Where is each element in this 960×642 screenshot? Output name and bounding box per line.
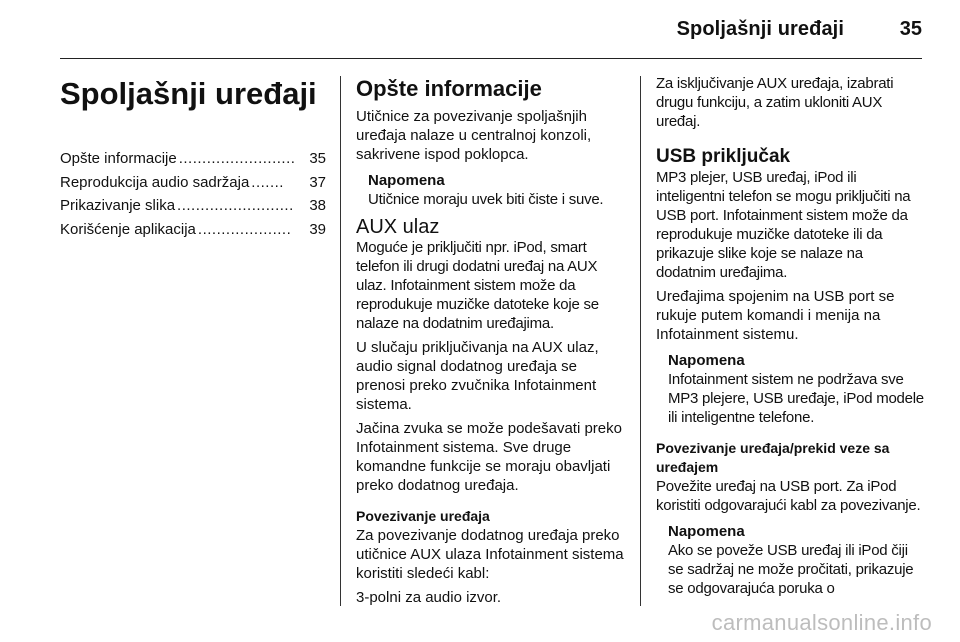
note-title: Napomena <box>668 352 745 369</box>
toc-item-page: 38 <box>309 197 326 214</box>
intro-paragraph: Utičnice za povezivanje spoljašnjih uređaja nalaze u centralnoj konzoli, sakrivene ispod poklopca. <box>356 108 592 163</box>
note-text: Infotainment sistem ne podržava sve MP3 plejere, USB uređaje, iPod modele ili inteligentne telefone. <box>668 371 924 426</box>
toc-item-dots: ......................... <box>177 197 294 214</box>
aux-paragraph: Moguće je priključiti npr. iPod, smart telefon ili drugi dodatni uređaj na AUX ulaz. Infotainment sistem može da reprodukuje muzičke datoteke koje se nalaze na dodatnim uređajima. <box>356 239 599 332</box>
toc-item-label: Reprodukcija audio sadržaja <box>60 173 250 191</box>
note-text: Utičnice moraju uvek biti čiste i suve. <box>368 191 604 208</box>
toc-item-page: 35 <box>309 150 326 167</box>
note-block <box>668 351 926 427</box>
toc-item[interactable] <box>60 148 326 169</box>
section-heading-aux: AUX ulaz <box>356 216 440 238</box>
note-text: Ako se poveže USB uređaj ili iPod čiji se sadržaj ne može pročitati, prikazuje se odgovarajuća poruka o <box>668 542 914 597</box>
toc-item-label: Prikazivanje slika <box>60 197 176 214</box>
chapter-title: Spoljašnji uređaji <box>60 76 317 111</box>
page-header <box>60 18 922 44</box>
header-title: Spoljašnji uređaji <box>676 18 844 40</box>
disconnect-paragraph: Za isključivanje AUX uređaja, izabrati drugu funkciju, a zatim ukloniti AUX uređaj. <box>656 75 894 130</box>
toc-item[interactable] <box>60 219 326 240</box>
aux-paragraph: Jačina zvuka se može podešavati preko Infotainment sistema. Sve druge komandne funkcije se moraju obavljati preko dodatnog uređaja. <box>356 420 622 494</box>
toc-item-label: Korišćenje aplikacija <box>60 220 196 238</box>
usb-paragraph: Uređajima spojenim na USB port se rukuje putem komandi i menija na Infotainment sistemu. <box>656 288 895 343</box>
watermark: carmanualsonline.info <box>711 610 932 635</box>
connect-paragraph: Povežite uređaj na USB port. Za iPod koristiti odgovarajući kabl za povezivanje. <box>656 478 921 514</box>
section-heading-usb: USB priključak <box>656 146 791 167</box>
right-column <box>656 74 926 603</box>
toc-item-dots: ....... <box>251 173 284 191</box>
connect-paragraph: 3-polni za audio izvor. <box>356 589 502 606</box>
header-rule <box>60 58 922 59</box>
middle-column <box>356 74 626 612</box>
note-title: Napomena <box>368 172 445 189</box>
column-divider-right <box>640 76 641 606</box>
usb-paragraph: MP3 plejer, USB uređaj, iPod ili inteligentni telefon se mogu priključiti na USB port. Infotainment sistem može da reprodukuje muzičke datoteke ili da prikazuje slike koje se nalaze na dodatnim uređajima. <box>656 169 911 281</box>
toc-item-dots: .................... <box>197 220 292 238</box>
table-of-contents <box>60 148 326 240</box>
aux-paragraph: U slučaju priključivanja na AUX ulaz, audio signal dodatnog uređaja se prenosi preko zvučnika Infotainment sistema. <box>356 339 599 413</box>
note-block <box>368 171 626 209</box>
note-block <box>668 522 926 598</box>
subheading-connect: Povezivanje uređaja <box>356 508 490 524</box>
toc-item-page: 37 <box>309 173 326 191</box>
connect-paragraph: Za povezivanje dodatnog uređaja preko utičnice AUX ulaza Infotainment sistema koristiti sledeći kabl: <box>356 527 624 582</box>
toc-item-label: Opšte informacije <box>60 150 177 167</box>
column-divider-left <box>340 76 341 606</box>
left-column <box>60 74 326 242</box>
subheading-connect-disconnect: Povezivanje uređaja/prekid veze sa uređajem <box>656 440 890 475</box>
toc-item[interactable] <box>60 195 326 216</box>
note-title: Napomena <box>668 523 745 540</box>
page-number: 35 <box>899 18 922 40</box>
toc-item-page: 39 <box>309 220 326 238</box>
toc-item-dots: ......................... <box>178 150 296 167</box>
toc-item[interactable] <box>60 172 326 193</box>
section-heading-general: Opšte informacije <box>356 76 542 101</box>
